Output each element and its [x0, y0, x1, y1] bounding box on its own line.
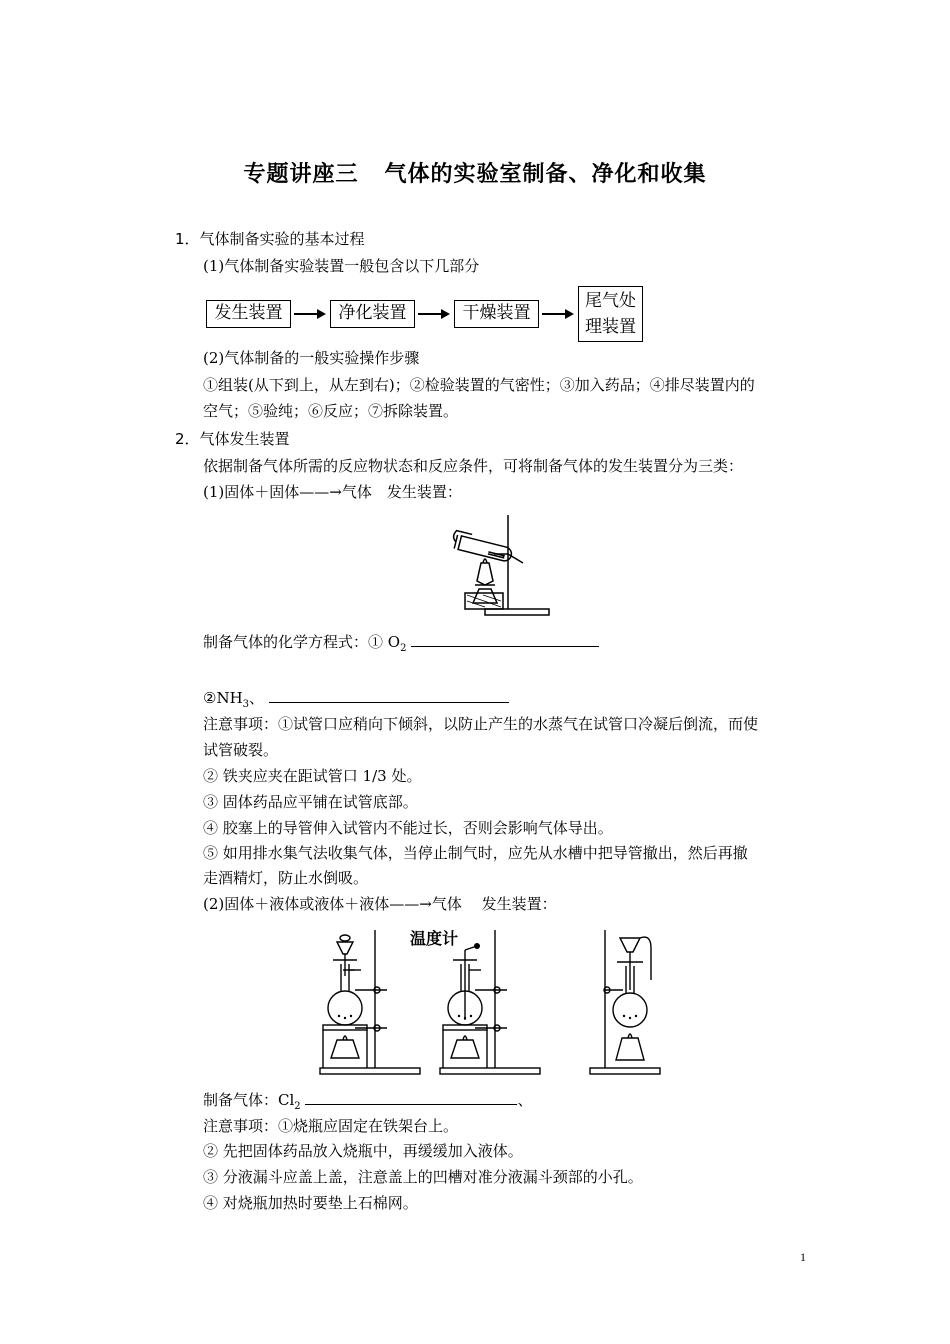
page-number: 1 — [800, 1250, 806, 1264]
gas2-line — [203, 1090, 532, 1117]
section-1-heading: 1．气体制备实验的基本过程 — [175, 230, 365, 248]
note4: ④ 胶塞上的导管伸入试管内不能过长，否则会影响气体导出。 — [203, 819, 613, 837]
equation-2-sep: 、 — [249, 689, 265, 707]
gas2-sep: 、 — [517, 1091, 533, 1109]
equation-1-line — [203, 632, 599, 659]
n2-1: 注意事项：①烧瓶应固定在铁架台上。 — [203, 1117, 459, 1135]
note2: ② 铁夹应夹在距试管口 1/3 处。 — [203, 767, 422, 785]
flow-arrow-2 — [418, 313, 448, 315]
equation-2-label: ②NH — [203, 689, 243, 707]
flow-arrow-3 — [542, 313, 572, 315]
gas2-label: 制备气体：Cl — [203, 1091, 295, 1109]
section-2-heading: 2．气体发生装置 — [175, 430, 290, 448]
equation-2-blank[interactable] — [269, 688, 509, 703]
s1-sub2: (2)气体制备的一般实验操作步骤 — [203, 349, 420, 367]
thermometer-label: 温度计 — [410, 929, 459, 948]
flow-box-tailgas-line1: 尾气处 — [585, 291, 636, 311]
s2-type2: (2)固体＋液体或液体＋液体——→气体 发生装置： — [203, 895, 557, 913]
flow-box-drying: 干燥装置 — [454, 300, 539, 328]
flow-box-generation: 发生装置 — [206, 300, 291, 328]
note5-line2: 走酒精灯，防止水倒吸。 — [203, 869, 369, 887]
n2-2: ② 先把固体药品放入烧瓶中，再缓缓加入液体。 — [203, 1142, 523, 1160]
equation-1-label: 制备气体的化学方程式：① O — [203, 633, 401, 651]
note1-line2: 试管破裂。 — [203, 741, 279, 759]
note1-line1: 注意事项：①试管口应稍向下倾斜，以防止产生的水蒸气在试管口冷凝后倒流，而使 — [203, 715, 759, 733]
s1-sub1: (1)气体制备实验装置一般包含以下几部分 — [203, 257, 480, 275]
flow-box-purification: 净化装置 — [330, 300, 415, 328]
gas2-blank[interactable] — [305, 1090, 517, 1105]
flow-box-tailgas — [578, 286, 643, 342]
equation-1-blank[interactable] — [411, 632, 599, 647]
s2-type1: (1)固体＋固体——→气体 发生装置： — [203, 483, 462, 501]
s2-intro: 依据制备气体所需的反应物状态和反应条件，可将制备气体的发生装置分为三类： — [203, 457, 744, 475]
n2-4: ④ 对烧瓶加热时要垫上石棉网。 — [203, 1194, 418, 1212]
n2-3: ③ 分液漏斗应盖上盖，注意盖上的凹槽对准分液漏斗颈部的小孔。 — [203, 1168, 643, 1186]
nh3-subscript: 3 — [242, 699, 250, 710]
flow-box-tailgas-line2: 理装置 — [585, 317, 636, 337]
flow-arrow-1 — [294, 313, 324, 315]
solid-liquid-apparatus-figure — [305, 920, 665, 1080]
o2-subscript: 2 — [400, 643, 407, 654]
cl2-subscript: 2 — [294, 1101, 301, 1112]
page-title — [0, 157, 950, 188]
title-part2: 气体的实验室制备、净化和收集 — [384, 162, 707, 187]
s1-steps-line2: 空气；⑤验纯；⑥反应；⑦拆除装置。 — [203, 402, 459, 420]
note5-line1: ⑤ 如用排水集气法收集气体，当停止制气时，应先从水槽中把导管撤出，然后再撤 — [203, 844, 748, 862]
solid-solid-apparatus-figure — [445, 505, 555, 620]
title-part1: 专题讲座三 — [243, 162, 359, 187]
equation-2-line — [203, 688, 509, 715]
s1-steps-line1: ①组装(从下到上，从左到右)；②检验装置的气密性；③加入药品；④排尽装置内的 — [203, 376, 755, 394]
note3: ③ 固体药品应平铺在试管底部。 — [203, 793, 418, 811]
